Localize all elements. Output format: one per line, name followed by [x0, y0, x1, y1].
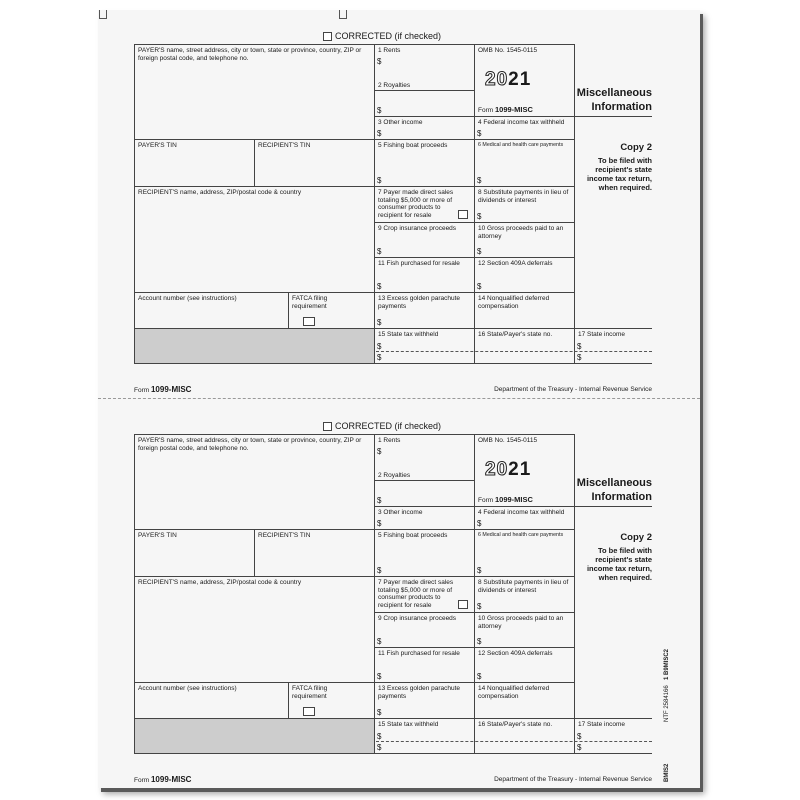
- box-15-dollar-1: $: [377, 732, 382, 741]
- footer-form-text: 1099-MISC: [150, 385, 192, 394]
- payer-tin-field[interactable]: [134, 139, 255, 187]
- box-8-label: 8 Substitute payments in lieu of dividends or interest: [478, 579, 569, 594]
- box-7-direct-sales: [374, 576, 475, 613]
- box-9-crop[interactable]: [374, 222, 475, 258]
- box-2-label: 2 Royalties: [378, 472, 411, 479]
- box-2-royalties[interactable]: [374, 470, 475, 507]
- box-16-state-no[interactable]: [474, 718, 575, 754]
- box-14-label: 14 Nonqualified deferred compensation: [478, 295, 550, 310]
- box-1-label: 1 Rents: [378, 47, 401, 54]
- payer-name-field[interactable]: [134, 44, 375, 140]
- footer-form-prefix: Form: [134, 387, 150, 394]
- state-divider: [376, 351, 652, 352]
- copy-description: To be filed with recipient's state income tax return, when required.: [586, 156, 652, 192]
- box-17-state-income[interactable]: [574, 328, 652, 364]
- box-8-dollar: $: [477, 602, 482, 611]
- box-7-label: 7 Payer made direct sales totaling $5,000 or more of consumer products to recipient for resale: [378, 189, 454, 219]
- box-2-label: 2 Royalties: [378, 82, 411, 89]
- box-3-label: 3 Other income: [378, 509, 423, 516]
- box-13-parachute[interactable]: [374, 682, 475, 719]
- corrected-label: CORRECTED (if checked): [335, 421, 442, 431]
- payer-tin-label: PAYER'S TIN: [138, 532, 177, 539]
- recipient-tin-label: RECIPIENT'S TIN: [258, 532, 311, 539]
- fatca-checkbox[interactable]: [303, 707, 315, 716]
- box-7-label: 7 Payer made direct sales totaling $5,000 or more of consumer products to recipient for resale: [378, 579, 454, 609]
- box-9-label: 9 Crop insurance proceeds: [378, 225, 457, 232]
- recipient-tin-field[interactable]: [254, 139, 375, 187]
- box-9-dollar: $: [377, 247, 382, 256]
- box-11-dollar: $: [377, 672, 382, 681]
- recipient-name-field[interactable]: [134, 186, 375, 293]
- corrected-box[interactable]: [323, 32, 332, 41]
- box-10-label: 10 Gross proceeds paid to an attorney: [478, 615, 564, 630]
- box-17-label: 17 State income: [578, 721, 625, 728]
- account-number-field[interactable]: [134, 682, 289, 719]
- box-6-dollar: $: [477, 176, 482, 185]
- box-16-label: 16 State/Payer's state no.: [478, 331, 553, 338]
- shaded-area: [134, 328, 375, 364]
- box-12-label: 12 Section 409A deferrals: [478, 260, 553, 267]
- form-title: [556, 476, 652, 504]
- box-7-checkbox[interactable]: [458, 600, 468, 609]
- tax-year-suffix: 21: [508, 69, 532, 90]
- box-5-fishing-boat[interactable]: [374, 139, 475, 187]
- box-6-label: 6 Medical and health care payments: [478, 532, 564, 538]
- payer-name-label: PAYER'S name, street address, city or town, state or province, country, ZIP or foreign postal code, and telephone no.: [138, 47, 362, 62]
- account-number-label: Account number (see instructions): [138, 295, 237, 302]
- box-3-label: 3 Other income: [378, 119, 423, 126]
- box-6-medical[interactable]: [474, 529, 575, 577]
- omb-number: OMB No. 1545-0115: [478, 437, 538, 444]
- box-10-dollar: $: [477, 247, 482, 256]
- box-7-direct-sales: [374, 186, 475, 223]
- box-6-medical[interactable]: [474, 139, 575, 187]
- box-9-dollar: $: [377, 637, 382, 646]
- box-17-dollar-1: $: [577, 342, 582, 351]
- box-4-label: 4 Federal income tax withheld: [478, 119, 565, 126]
- form-copy-bottom: [98, 420, 700, 790]
- copy-label: Copy 2: [620, 142, 652, 153]
- box-2-dollar: $: [377, 496, 382, 505]
- box-15-state-tax[interactable]: [374, 328, 475, 364]
- footer-form-prefix: Form: [134, 777, 150, 784]
- form-name-text: 1099-MISC: [494, 495, 533, 504]
- box-16-label: 16 State/Payer's state no.: [478, 721, 553, 728]
- alignment-tick-right: [339, 10, 347, 19]
- form-title-line2: Information: [591, 491, 652, 503]
- corrected-box[interactable]: [323, 422, 332, 431]
- tax-year-prefix: 20: [485, 69, 509, 90]
- box-1-dollar: $: [377, 57, 382, 66]
- box-17-dollar-1: $: [577, 732, 582, 741]
- box-3-other-income[interactable]: [374, 116, 475, 140]
- side-code-ntf: NTF 2584166: [664, 685, 670, 722]
- box-13-parachute[interactable]: [374, 292, 475, 329]
- fatca-field: [288, 682, 375, 719]
- box-17-dollar-2: $: [577, 353, 582, 362]
- box-15-dollar-2: $: [377, 743, 382, 752]
- box-5-dollar: $: [377, 176, 382, 185]
- box-12-dollar: $: [477, 282, 482, 291]
- footer-form-name: [134, 775, 191, 784]
- box-6-label: 6 Medical and health care payments: [478, 142, 564, 148]
- corrected-label: CORRECTED (if checked): [335, 31, 442, 41]
- box-4-federal-tax[interactable]: [474, 116, 575, 140]
- box-11-label: 11 Fish purchased for resale: [378, 260, 460, 267]
- payer-tin-label: PAYER'S TIN: [138, 142, 177, 149]
- tax-year: [485, 459, 531, 481]
- box-15-dollar-2: $: [377, 353, 382, 362]
- tax-year-suffix: 21: [508, 459, 532, 480]
- box-12-409a[interactable]: [474, 647, 575, 683]
- tax-year: [485, 69, 531, 91]
- box-10-attorney[interactable]: [474, 222, 575, 258]
- form-copy-top: [98, 30, 700, 400]
- payer-name-label: PAYER'S name, street address, city or town, state or province, country, ZIP or foreign postal code, and telephone no.: [138, 437, 362, 452]
- account-number-label: Account number (see instructions): [138, 685, 237, 692]
- box-13-dollar: $: [377, 708, 382, 717]
- box-10-dollar: $: [477, 637, 482, 646]
- box-17-state-income[interactable]: [574, 718, 652, 754]
- box-15-dollar-1: $: [377, 342, 382, 351]
- box-6-dollar: $: [477, 566, 482, 575]
- box-5-label: 5 Fishing boat proceeds: [378, 142, 448, 149]
- box-14-label: 14 Nonqualified deferred compensation: [478, 685, 550, 700]
- box-15-state-tax[interactable]: [374, 718, 475, 754]
- box-17-dollar-2: $: [577, 743, 582, 752]
- box-2-dollar: $: [377, 106, 382, 115]
- form-sheet: [98, 10, 700, 788]
- form-title: [556, 86, 652, 114]
- form-name: [478, 105, 533, 114]
- box-14-nonqualified[interactable]: [474, 682, 575, 719]
- footer-form-text: 1099-MISC: [150, 775, 192, 784]
- fatca-label: FATCA filing requirement: [292, 685, 328, 700]
- form-title-line2: Information: [591, 101, 652, 113]
- corrected-checkbox[interactable]: [323, 31, 441, 41]
- form-title-line1: Miscellaneous: [576, 87, 652, 99]
- box-17-label: 17 State income: [578, 331, 625, 338]
- form-title-line1: Miscellaneous: [576, 477, 652, 489]
- recipient-tin-label: RECIPIENT'S TIN: [258, 142, 311, 149]
- box-11-fish[interactable]: [374, 257, 475, 293]
- footer-form-name: [134, 385, 191, 394]
- form-name-prefix: Form: [478, 497, 494, 504]
- box-4-federal-tax[interactable]: [474, 506, 575, 530]
- box-16-state-no[interactable]: [474, 328, 575, 364]
- box-8-substitute[interactable]: [474, 186, 575, 223]
- box-3-dollar: $: [377, 519, 382, 528]
- box-11-label: 11 Fish purchased for resale: [378, 650, 460, 657]
- box-8-dollar: $: [477, 212, 482, 221]
- payer-name-field[interactable]: [134, 434, 375, 530]
- box-11-fish[interactable]: [374, 647, 475, 683]
- box-15-label: 15 State tax withheld: [378, 331, 439, 338]
- box-4-dollar: $: [477, 519, 482, 528]
- box-13-label: 13 Excess golden parachute payments: [378, 295, 461, 310]
- box-5-label: 5 Fishing boat proceeds: [378, 532, 448, 539]
- box-11-dollar: $: [377, 282, 382, 291]
- box-10-label: 10 Gross proceeds paid to an attorney: [478, 225, 564, 240]
- copy-label: Copy 2: [620, 532, 652, 543]
- shaded-area: [134, 718, 375, 754]
- box-4-label: 4 Federal income tax withheld: [478, 509, 565, 516]
- box-10-attorney[interactable]: [474, 612, 575, 648]
- fatca-field: [288, 292, 375, 329]
- box-8-substitute[interactable]: [474, 576, 575, 613]
- box-3-dollar: $: [377, 129, 382, 138]
- box-1-label: 1 Rents: [378, 437, 401, 444]
- box-15-label: 15 State tax withheld: [378, 721, 439, 728]
- copy-description: To be filed with recipient's state income tax return, when required.: [586, 546, 652, 582]
- recipient-name-label: RECIPIENT'S name, address, ZIP/postal code & country: [138, 189, 302, 196]
- fatca-checkbox[interactable]: [303, 317, 315, 326]
- box-12-label: 12 Section 409A deferrals: [478, 650, 553, 657]
- recipient-name-label: RECIPIENT'S name, address, ZIP/postal code & country: [138, 579, 302, 586]
- box-3-other-income[interactable]: [374, 506, 475, 530]
- box-7-checkbox[interactable]: [458, 210, 468, 219]
- footer-department: Department of the Treasury - Internal Revenue Service: [494, 776, 652, 783]
- box-14-nonqualified[interactable]: [474, 292, 575, 329]
- fatca-label: FATCA filing requirement: [292, 295, 328, 310]
- omb-number: OMB No. 1545-0115: [478, 47, 538, 54]
- box-9-crop[interactable]: [374, 612, 475, 648]
- tax-year-prefix: 20: [485, 459, 509, 480]
- side-code-b9misc2: 1 B9MISC2: [664, 648, 670, 680]
- alignment-tick-left: [99, 10, 107, 19]
- box-4-dollar: $: [477, 129, 482, 138]
- payer-tin-field[interactable]: [134, 529, 255, 577]
- box-13-dollar: $: [377, 318, 382, 327]
- side-code-bmis2: BMIS2: [664, 763, 670, 782]
- box-5-fishing-boat[interactable]: [374, 529, 475, 577]
- form-name-text: 1099-MISC: [494, 105, 533, 114]
- box-8-label: 8 Substitute payments in lieu of dividends or interest: [478, 189, 569, 204]
- box-13-label: 13 Excess golden parachute payments: [378, 685, 461, 700]
- form-name: [478, 495, 533, 504]
- recipient-tin-field[interactable]: [254, 529, 375, 577]
- box-12-409a[interactable]: [474, 257, 575, 293]
- box-12-dollar: $: [477, 672, 482, 681]
- box-9-label: 9 Crop insurance proceeds: [378, 615, 457, 622]
- box-1-dollar: $: [377, 447, 382, 456]
- box-5-dollar: $: [377, 566, 382, 575]
- footer-department: Department of the Treasury - Internal Revenue Service: [494, 386, 652, 393]
- box-2-royalties[interactable]: [374, 80, 475, 117]
- state-divider: [376, 741, 652, 742]
- corrected-checkbox[interactable]: [323, 421, 441, 431]
- form-name-prefix: Form: [478, 107, 494, 114]
- recipient-name-field[interactable]: [134, 576, 375, 683]
- account-number-field[interactable]: [134, 292, 289, 329]
